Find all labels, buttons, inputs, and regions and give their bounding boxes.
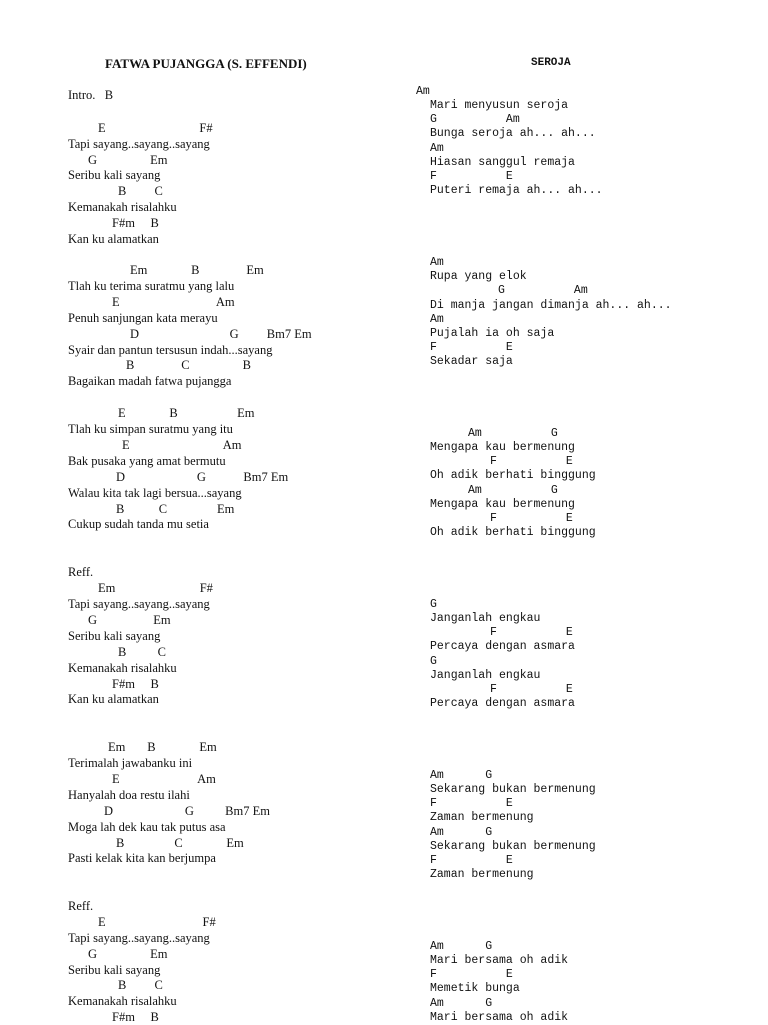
left-song-title: FATWA PUJANGGA (S. EFFENDI) <box>105 56 307 71</box>
chord-line: F#m B <box>112 1010 159 1024</box>
chord-line: E F# <box>98 915 216 929</box>
lyric-line: Hanyalah doa restu ilahi <box>68 788 190 802</box>
chord-line: Am G <box>430 997 493 1010</box>
lyric-line: Kan ku alamatkan <box>68 232 159 246</box>
lyric-line: Moga lah dek kau tak putus asa <box>68 820 226 834</box>
right-song-title: SEROJA <box>531 57 571 69</box>
lyric-line: Zaman bermenung <box>430 868 534 881</box>
lyric-line: Rupa yang elok <box>430 270 527 283</box>
chord-line: Em F# <box>98 581 213 595</box>
chord-line: G Em <box>88 153 168 167</box>
lyric-line: Intro. B <box>68 88 114 102</box>
chord-line: Am G <box>430 940 493 953</box>
chord-line: F E <box>490 512 573 525</box>
chord-line: Am G <box>468 484 558 497</box>
chord-line: E B Em <box>118 406 255 420</box>
lyric-line: Janganlah engkau <box>430 612 541 625</box>
chord-line: E Am <box>122 438 242 452</box>
chord-line: F E <box>430 797 513 810</box>
chord-line: B C Em <box>116 502 235 516</box>
chord-line: E Am <box>112 772 216 786</box>
chord-line: B C Em <box>116 836 244 850</box>
lyric-line: Tapi sayang..sayang..sayang <box>68 597 210 611</box>
chord-line: D G Bm7 Em <box>116 470 289 484</box>
chord-line: B C <box>118 645 166 659</box>
lyric-line: Tlah ku terima suratmu yang lalu <box>68 279 235 293</box>
chord-line: F#m B <box>112 216 159 230</box>
chord-line: G Em <box>88 947 168 961</box>
chord-line: G Am <box>498 284 588 297</box>
chord-line: Em B Em <box>130 263 264 277</box>
lyric-line: Zaman bermenung <box>430 811 534 824</box>
lyric-line: Percaya dengan asmara <box>430 697 575 710</box>
lyric-line: Mengapa kau bermenung <box>430 441 575 454</box>
lyric-line: Oh adik berhati binggung <box>430 526 596 539</box>
chord-line: G Em <box>88 613 171 627</box>
lyric-line: Bunga seroja ah... ah... <box>430 127 596 140</box>
lyric-line: Seribu kali sayang <box>68 168 161 182</box>
chord-line: Am <box>430 256 444 269</box>
lyric-line: Hiasan sanggul remaja <box>430 156 575 169</box>
lyric-line: Oh adik berhati binggung <box>430 469 596 482</box>
section-label: Reff. <box>68 899 94 913</box>
lyric-line: Penuh sanjungan kata merayu <box>68 311 218 325</box>
chord-line: Am <box>430 142 444 155</box>
lyric-line: Pujalah ia oh saja <box>430 327 555 340</box>
chord-line: F E <box>490 626 573 639</box>
chord-line: F#m B <box>112 677 159 691</box>
lyric-line: Pasti kelak kita kan berjumpa <box>68 851 216 865</box>
chord-line: Am G <box>430 826 493 839</box>
chord-line: Am G <box>468 427 558 440</box>
lyric-line: Syair dan pantun tersusun indah...sayang <box>68 343 273 357</box>
lyric-line: Di manja jangan dimanja ah... ah... <box>430 299 672 312</box>
lyric-line: Kan ku alamatkan <box>68 692 159 706</box>
lyric-line: Puteri remaja ah... ah... <box>430 184 603 197</box>
chord-line: E Am <box>112 295 235 309</box>
lyric-line: Tapi sayang..sayang..sayang <box>68 931 210 945</box>
lyric-line: Tlah ku simpan suratmu yang itu <box>68 422 233 436</box>
chord-line: Am <box>416 85 430 98</box>
chord-line: D G Bm7 Em <box>130 327 312 341</box>
lyric-line: Cukup sudah tanda mu setia <box>68 517 209 531</box>
lyric-line: Bak pusaka yang amat bermutu <box>68 454 226 468</box>
chord-line: Am G <box>430 769 493 782</box>
lyric-line: Mari bersama oh adik <box>430 954 569 967</box>
chord-line: F E <box>430 968 513 981</box>
chord-line: G <box>430 655 437 668</box>
lyric-line: Walau kita tak lagi bersua...sayang <box>68 486 242 500</box>
chord-line: Am <box>430 313 444 326</box>
lyric-line: Tapi sayang..sayang..sayang <box>68 137 210 151</box>
chord-line: F E <box>490 683 573 696</box>
lyric-line: Seribu kali sayang <box>68 963 161 977</box>
chord-line: G Am <box>430 113 520 126</box>
lyric-line: Percaya dengan asmara <box>430 640 575 653</box>
chord-line: G <box>430 598 437 611</box>
lyric-line: Bagaikan madah fatwa pujangga <box>68 374 232 388</box>
chord-line: B C <box>118 184 163 198</box>
chord-line: B C <box>118 978 163 992</box>
lyric-line: Memetik bunga <box>430 982 520 995</box>
lyric-line: Terimalah jawabanku ini <box>68 756 193 770</box>
lyric-line: Sekadar saja <box>430 355 513 368</box>
lyric-line: Mari menyusun seroja <box>430 99 569 112</box>
chord-line: F E <box>430 170 513 183</box>
lyric-line: Kemanakah risalahku <box>68 200 177 214</box>
chord-line: D G Bm7 Em <box>104 804 270 818</box>
chord-line: F E <box>430 341 513 354</box>
lyric-line: Mengapa kau bermenung <box>430 498 575 511</box>
chord-line: F E <box>490 455 573 468</box>
lyric-line: Janganlah engkau <box>430 669 541 682</box>
chord-line: E F# <box>98 121 213 135</box>
chord-line: Em B Em <box>108 740 217 754</box>
lyric-line: Sekarang bukan bermenung <box>430 840 596 853</box>
lyric-line: Kemanakah risalahku <box>68 994 177 1008</box>
lyric-line: Kemanakah risalahku <box>68 661 177 675</box>
lyric-line: Seribu kali sayang <box>68 629 161 643</box>
lyric-line: Sekarang bukan bermenung <box>430 783 596 796</box>
chord-line: F E <box>430 854 513 867</box>
lyric-line: Mari bersama oh adik <box>430 1011 569 1024</box>
section-label: Reff. <box>68 565 94 579</box>
chord-line: B C B <box>126 358 252 372</box>
